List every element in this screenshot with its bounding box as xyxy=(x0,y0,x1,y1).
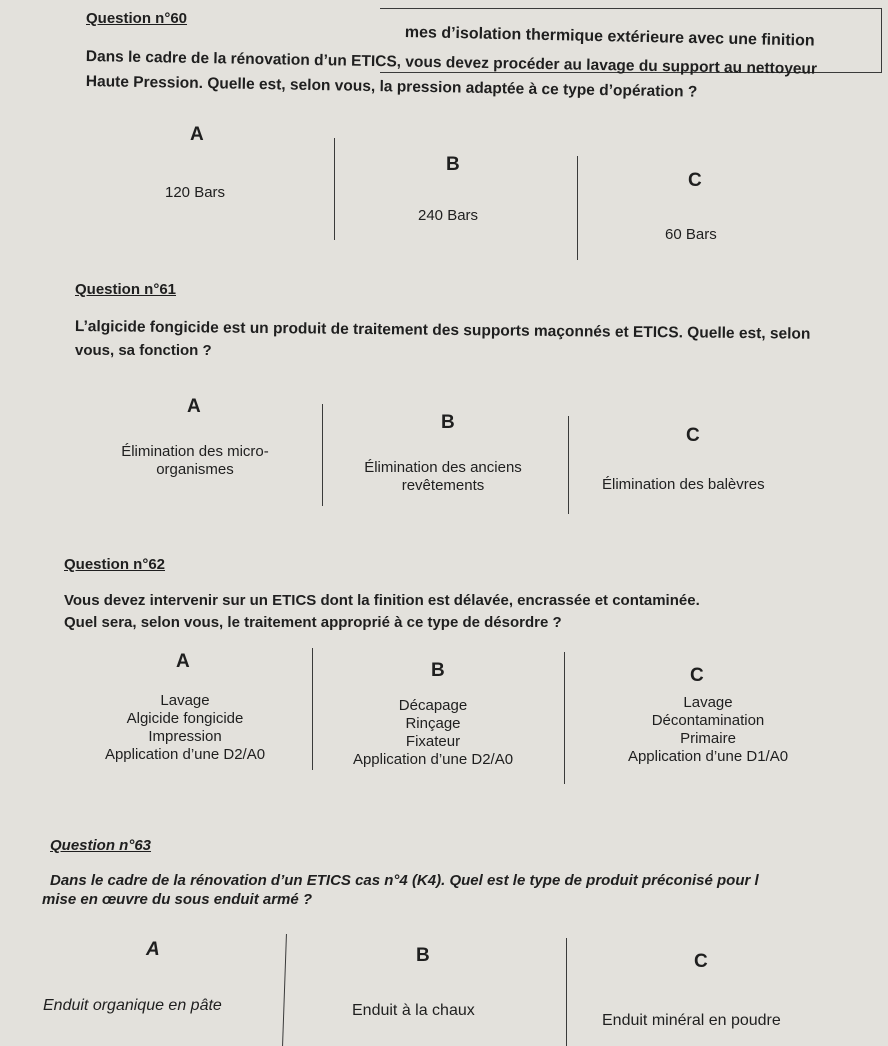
header-fragment: mes d’isolation thermique extérieure avec une finition xyxy=(404,24,815,50)
q62-option-b-text xyxy=(338,697,528,769)
header-box-top xyxy=(380,8,882,9)
q61-option-a-letter: A xyxy=(187,396,201,417)
q62-option-b-line2: Rinçage xyxy=(405,715,461,732)
q62-option-b-line4: Application d’une D2/A0 xyxy=(352,751,514,768)
q61-option-b-line1: Élimination des anciens xyxy=(364,459,522,476)
q61-option-c-letter: C xyxy=(686,425,700,446)
q61-option-a-text xyxy=(110,443,280,479)
question-63-line1: Dans le cadre de la rénovation d’un ETICS cas n°4 (K4). Quel est le type de produit préconisé pour l xyxy=(50,872,759,889)
q60-option-c-text: 60 Bars xyxy=(665,226,717,243)
q61-divider-2 xyxy=(568,416,569,514)
q61-option-b-text xyxy=(348,459,538,495)
q62-option-a-line4: Application d’une D2/A0 xyxy=(104,746,266,763)
q62-option-a-line2: Algicide fongicide xyxy=(126,710,244,727)
q60-option-b-text: 240 Bars xyxy=(418,207,479,224)
header-box-right xyxy=(881,8,882,73)
q63-option-b-text: Enduit à la chaux xyxy=(352,1002,475,1019)
q61-divider-1 xyxy=(322,404,323,506)
question-61-title: Question n°61 xyxy=(75,281,177,298)
q60-divider-1 xyxy=(334,138,335,240)
q62-divider-2 xyxy=(564,652,565,784)
question-60-line1: Dans le cadre de la rénovation d’un ETICS, vous devez procéder au lavage du support au nettoyeur xyxy=(85,48,818,78)
question-62-line2: Quel sera, selon vous, le traitement approprié à ce type de désordre ? xyxy=(64,614,562,631)
q60-option-c-letter: C xyxy=(688,170,702,191)
q60-option-a-text: 120 Bars xyxy=(165,184,226,201)
q61-option-a-line2: organismes xyxy=(156,461,234,478)
q62-option-a-letter: A xyxy=(176,651,190,672)
question-63-line2: mise en œuvre du sous enduit armé ? xyxy=(42,891,313,908)
q63-option-c-letter: C xyxy=(694,951,708,972)
q62-option-c-line4: Application d’une D1/A0 xyxy=(627,748,789,765)
q62-option-b-line1: Décapage xyxy=(398,697,468,714)
q62-option-a-line3: Impression xyxy=(148,728,222,745)
q61-option-c-text: Élimination des balèvres xyxy=(602,476,765,493)
q63-divider-2 xyxy=(566,938,567,1046)
q63-option-b-letter: B xyxy=(416,945,430,966)
question-60-title: Question n°60 xyxy=(86,10,188,27)
q61-option-a-line1: Élimination des micro- xyxy=(121,443,269,460)
q62-option-c-line2: Décontamination xyxy=(651,712,765,729)
q63-option-c-text: Enduit minéral en poudre xyxy=(602,1012,781,1029)
question-62-line1: Vous devez intervenir sur un ETICS dont la finition est délavée, encrassée et contaminée. xyxy=(64,592,700,609)
q63-option-a-text: Enduit organique en pâte xyxy=(43,997,222,1014)
question-61-line2: vous, sa fonction ? xyxy=(75,342,212,359)
q63-divider-1 xyxy=(282,934,287,1046)
question-63-title: Question n°63 xyxy=(50,837,152,854)
q62-option-c-text xyxy=(598,694,818,766)
q62-divider-1 xyxy=(312,648,313,770)
q62-option-a-text xyxy=(80,692,290,764)
q60-option-b-letter: B xyxy=(446,154,460,175)
q62-option-b-letter: B xyxy=(431,660,445,681)
q62-option-b-line3: Fixateur xyxy=(405,733,461,750)
q62-option-c-line1: Lavage xyxy=(683,694,733,711)
question-62-title: Question n°62 xyxy=(64,556,166,573)
question-61-line1: L’algicide fongicide est un produit de traitement des supports maçonnés et ETICS. Quelle est, selon xyxy=(74,318,811,343)
q60-divider-2 xyxy=(577,156,578,260)
q60-option-a-letter: A xyxy=(190,124,204,145)
q62-option-c-letter: C xyxy=(690,665,704,686)
q62-option-a-line1: Lavage xyxy=(160,692,210,709)
q62-option-c-line3: Primaire xyxy=(680,730,736,747)
question-60-line2: Haute Pression. Quelle est, selon vous, la pression adaptée à ce type d’opération ? xyxy=(85,73,698,101)
q63-option-a-letter: A xyxy=(146,939,160,960)
q61-option-b-line2: revêtements xyxy=(401,477,485,494)
q61-option-b-letter: B xyxy=(441,412,455,433)
